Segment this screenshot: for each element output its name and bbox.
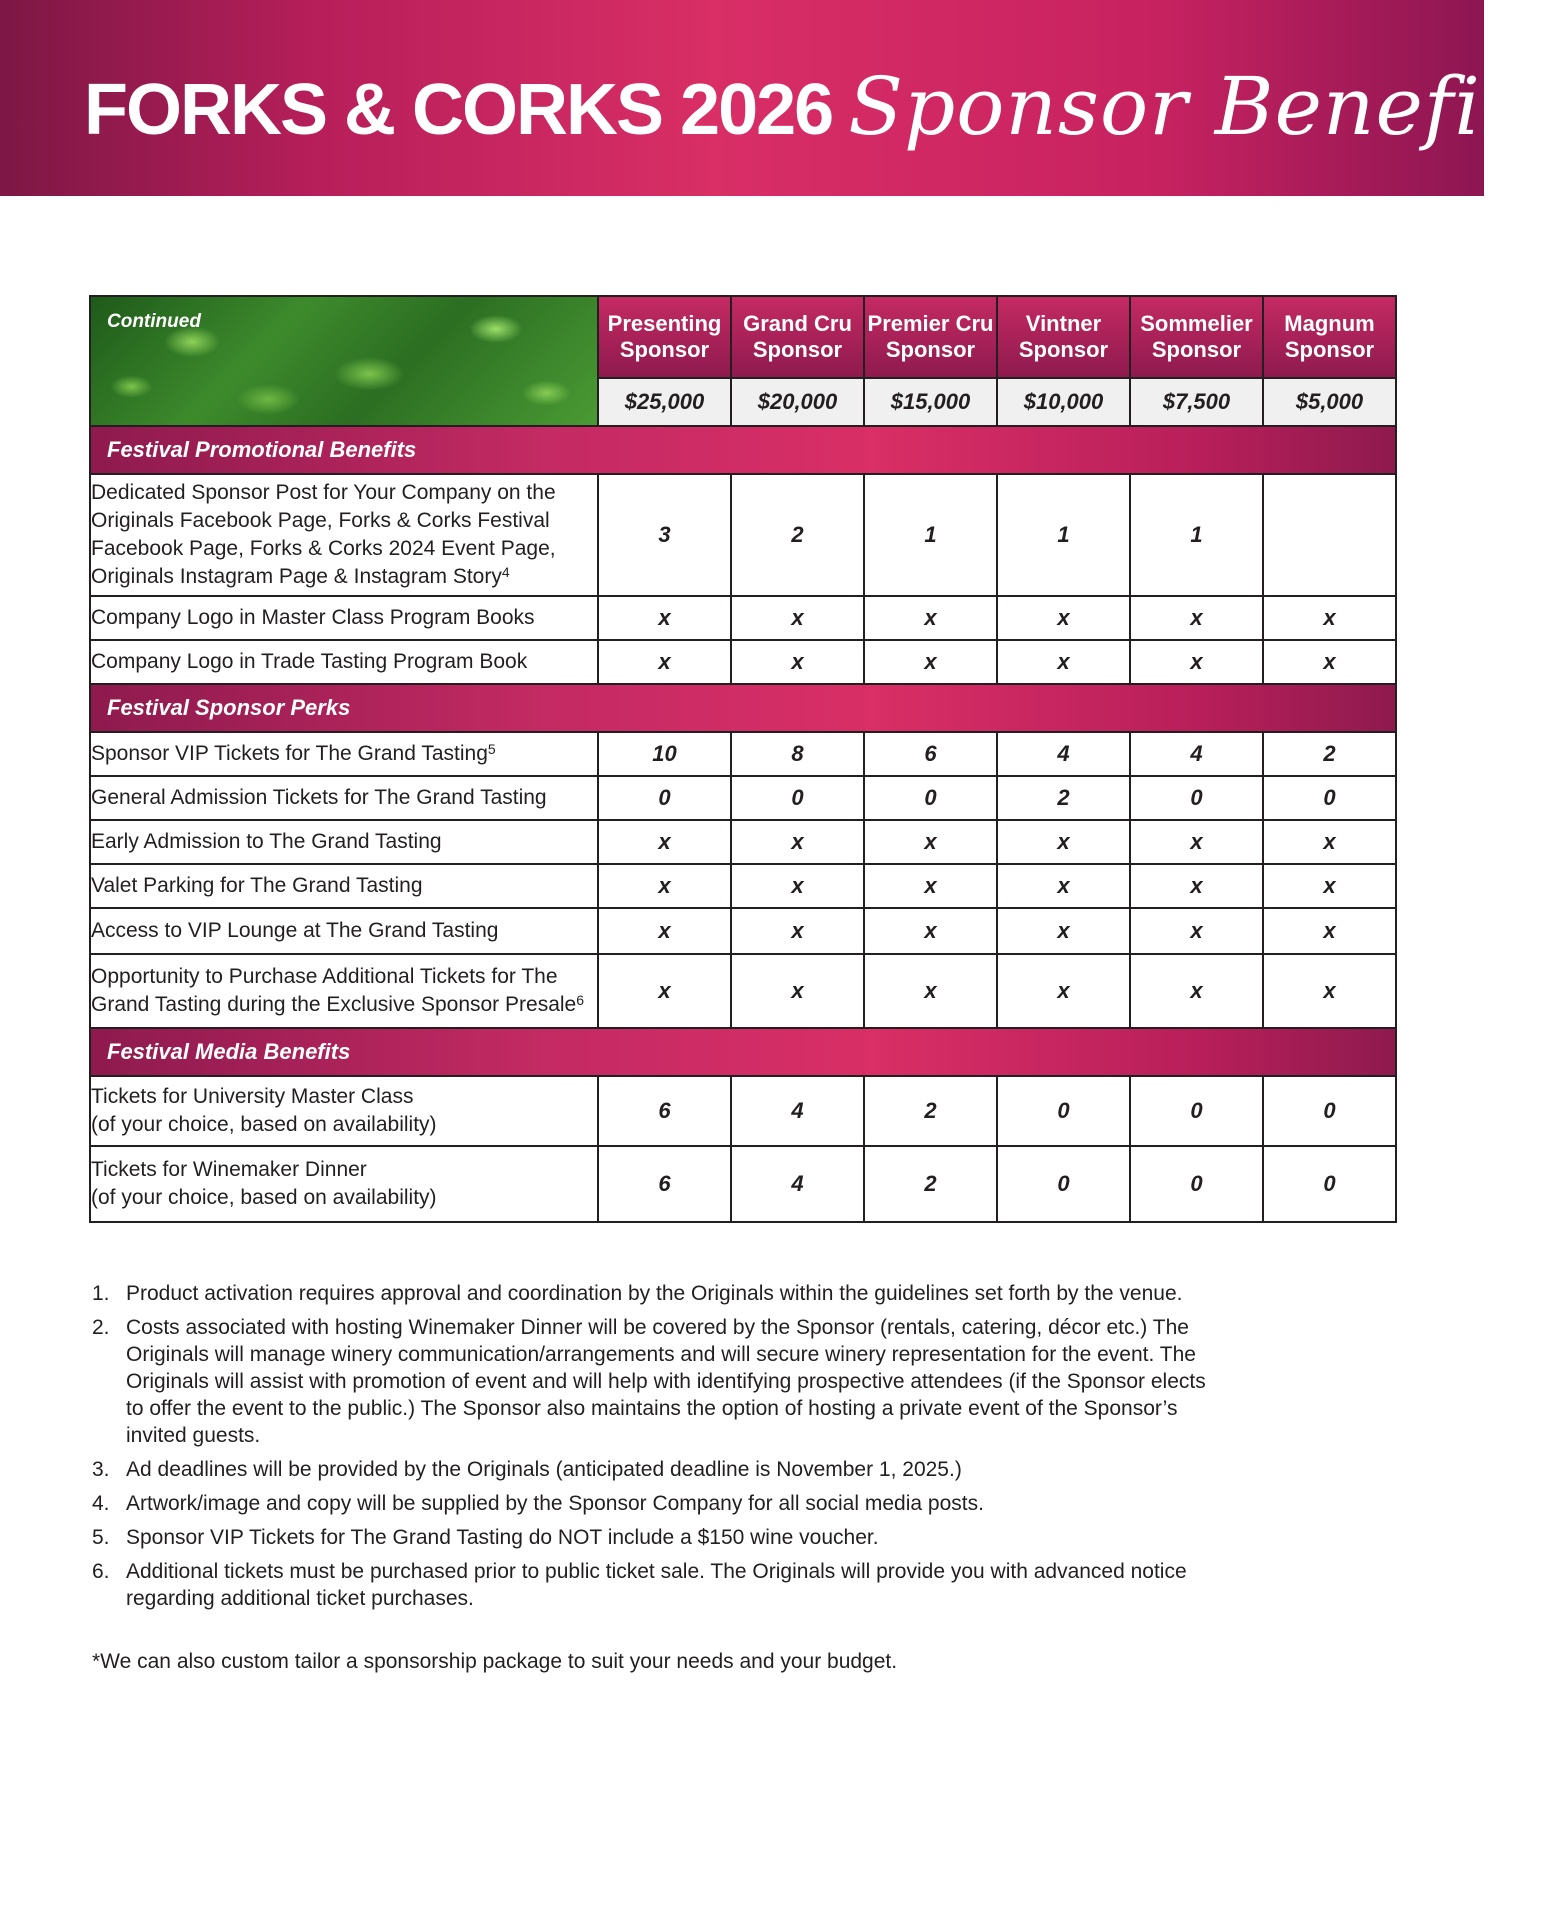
benefit-label: Company Logo in Master Class Program Books — [91, 606, 535, 629]
benefit-value: 2 — [997, 776, 1130, 820]
title-script: Sponsor Benefits — [848, 60, 1556, 153]
benefit-value: x — [598, 820, 731, 864]
benefit-value: x — [598, 864, 731, 908]
benefit-value: x — [864, 908, 997, 954]
benefit-value: x — [864, 820, 997, 864]
benefit-label-cell — [90, 732, 598, 776]
benefit-label-cell — [90, 596, 598, 640]
benefit-label-cell — [90, 474, 598, 596]
footnote-number: 1. — [92, 1282, 110, 1305]
benefit-value: x — [1263, 640, 1396, 684]
benefit-label-cell — [90, 1076, 598, 1146]
benefit-value: 10 — [598, 732, 731, 776]
benefit-value: x — [1263, 820, 1396, 864]
section-header-row — [90, 1028, 1396, 1076]
benefit-value: x — [864, 954, 997, 1028]
benefit-row — [90, 864, 1396, 908]
benefit-value: 0 — [1130, 1146, 1263, 1222]
benefit-value: x — [864, 640, 997, 684]
page-header — [0, 0, 1556, 196]
benefits-table — [89, 295, 1397, 1223]
benefit-label-cell — [90, 908, 598, 954]
benefit-value: x — [598, 640, 731, 684]
benefit-value: 0 — [1130, 776, 1263, 820]
benefit-value: 4 — [731, 1146, 864, 1222]
footnote-number: 5. — [92, 1526, 110, 1549]
benefit-value: 0 — [864, 776, 997, 820]
benefit-value: 6 — [598, 1076, 731, 1146]
benefit-row — [90, 596, 1396, 640]
benefit-value: 4 — [1130, 732, 1263, 776]
benefit-value: x — [1130, 908, 1263, 954]
benefit-label: Tickets for Winemaker Dinner — [91, 1158, 367, 1181]
footnote-text: Sponsor VIP Tickets for The Grand Tasting do NOT include a $150 wine voucher. — [126, 1526, 879, 1549]
benefit-value: 0 — [731, 776, 864, 820]
benefit-label: Tickets for University Master Class — [91, 1085, 414, 1108]
benefit-value — [1263, 474, 1396, 596]
benefit-value: x — [731, 954, 864, 1028]
benefit-label-cell — [90, 640, 598, 684]
tier-price: $25,000 — [598, 378, 731, 426]
footnote-item — [92, 1456, 1222, 1483]
benefit-value: 1 — [997, 474, 1130, 596]
section-title: Festival Media Benefits — [90, 1028, 1396, 1076]
footnote-text: Ad deadlines will be provided by the Originals (anticipated deadline is November 1, 2025.) — [126, 1458, 962, 1481]
table-body — [90, 426, 1396, 1222]
benefit-value: x — [731, 820, 864, 864]
benefit-value: 6 — [864, 732, 997, 776]
footnote-number: 6. — [92, 1560, 110, 1583]
benefit-row — [90, 640, 1396, 684]
benefit-label: Early Admission to The Grand Tasting — [91, 830, 442, 853]
benefit-value: 8 — [731, 732, 864, 776]
benefit-value: 0 — [1130, 1076, 1263, 1146]
benefit-row — [90, 1076, 1396, 1146]
benefit-value: x — [997, 954, 1130, 1028]
benefit-value: x — [598, 954, 731, 1028]
benefit-value: x — [864, 864, 997, 908]
tier-name: Presenting Sponsor — [598, 296, 731, 378]
benefit-value: x — [864, 596, 997, 640]
footnote-item — [92, 1490, 1222, 1517]
benefit-label: Access to VIP Lounge at The Grand Tasting — [91, 919, 499, 942]
footnote-number: 2. — [92, 1316, 110, 1339]
benefit-value: x — [598, 908, 731, 954]
benefit-value: x — [1263, 864, 1396, 908]
tier-name: Magnum Sponsor — [1263, 296, 1396, 378]
benefit-row — [90, 908, 1396, 954]
footnote-ref: 6 — [576, 992, 585, 1008]
benefit-label: Valet Parking for The Grand Tasting — [91, 874, 423, 897]
benefit-value: 4 — [997, 732, 1130, 776]
benefit-value: x — [1130, 864, 1263, 908]
benefit-label: (of your choice, based on availability) — [91, 1113, 437, 1136]
benefit-value: 0 — [997, 1146, 1130, 1222]
benefit-value: x — [731, 596, 864, 640]
benefit-label-cell — [90, 954, 598, 1028]
benefit-value: x — [1263, 596, 1396, 640]
benefit-value: 2 — [1263, 732, 1396, 776]
tier-price: $20,000 — [731, 378, 864, 426]
tier-name: Vintner Sponsor — [997, 296, 1130, 378]
tier-name: Grand Cru Sponsor — [731, 296, 864, 378]
benefit-value: x — [997, 640, 1130, 684]
benefit-label: Dedicated Sponsor Post for Your Company on the Originals Facebook Page, Forks & Corks Festival Facebook Page, Forks & Corks 2024 Event Page, Originals Instagram Page & Instagram Story — [91, 481, 556, 588]
benefit-value: x — [1263, 954, 1396, 1028]
benefit-value: 6 — [598, 1146, 731, 1222]
section-header-row — [90, 684, 1396, 732]
benefit-value: x — [1130, 954, 1263, 1028]
title-main: FORKS & CORKS 2026 — [84, 70, 833, 150]
benefit-value: 4 — [731, 1076, 864, 1146]
benefit-label-cell — [90, 1146, 598, 1222]
footnote-text: Artwork/image and copy will be supplied by the Sponsor Company for all social media posts. — [126, 1492, 984, 1515]
footnote-text: Additional tickets must be purchased prior to public ticket sale. The Originals will provide you with advanced notice regarding additional ticket purchases. — [126, 1560, 1187, 1610]
benefit-label: Company Logo in Trade Tasting Program Book — [91, 650, 528, 673]
benefit-value: x — [997, 864, 1130, 908]
benefit-value: x — [997, 908, 1130, 954]
benefit-value: x — [997, 596, 1130, 640]
benefit-value: x — [1130, 640, 1263, 684]
benefit-value: 0 — [1263, 1076, 1396, 1146]
tier-price: $5,000 — [1263, 378, 1396, 426]
benefit-value: x — [731, 908, 864, 954]
benefit-value: x — [731, 864, 864, 908]
benefit-value: x — [1130, 596, 1263, 640]
benefit-row — [90, 776, 1396, 820]
benefit-label: General Admission Tickets for The Grand Tasting — [91, 786, 547, 809]
custom-note: *We can also custom tailor a sponsorship package to suit your needs and your budget. — [92, 1650, 898, 1673]
benefit-value: 0 — [1263, 776, 1396, 820]
section-header-row — [90, 426, 1396, 474]
benefit-label-cell — [90, 864, 598, 908]
footnote-text: Product activation requires approval and coordination by the Originals within the guidelines set forth by the venue. — [126, 1282, 1183, 1305]
tier-price: $15,000 — [864, 378, 997, 426]
benefit-value: x — [731, 640, 864, 684]
benefit-row — [90, 1146, 1396, 1222]
tier-price: $10,000 — [997, 378, 1130, 426]
footnote-text: Costs associated with hosting Winemaker Dinner will be covered by the Sponsor (rentals, catering, décor etc.) The Originals will manage winery communication/arrangements and will secure winery representation for the event. The Originals will assist with promotion of event and will help with identifying prospective attendees (if the Sponsor elects to offer the event to the public.) The Sponsor also maintains the option of hosting a private event of the Sponsor’s invited guests. — [126, 1316, 1206, 1447]
benefit-value: 0 — [997, 1076, 1130, 1146]
benefit-row — [90, 954, 1396, 1028]
continued-label: Continued — [107, 311, 201, 332]
benefit-row — [90, 474, 1396, 596]
benefit-value: x — [1130, 820, 1263, 864]
tier-name-row — [90, 296, 1396, 378]
footnote-number: 4. — [92, 1492, 110, 1515]
footnote-item — [92, 1280, 1222, 1307]
footnotes-list — [92, 1280, 1222, 1619]
benefit-value: 2 — [864, 1076, 997, 1146]
footnote-number: 3. — [92, 1458, 110, 1481]
footnote-ref: 5 — [487, 741, 496, 757]
tier-name: Premier Cru Sponsor — [864, 296, 997, 378]
benefit-label: (of your choice, based on availability) — [91, 1186, 437, 1209]
footnote-item — [92, 1524, 1222, 1551]
footnote-item — [92, 1558, 1222, 1612]
benefit-label-cell — [90, 820, 598, 864]
benefit-value: x — [997, 820, 1130, 864]
benefit-label: Opportunity to Purchase Additional Tickets for The Grand Tasting during the Exclusive Sponsor Presale — [91, 965, 577, 1016]
benefit-value: 1 — [864, 474, 997, 596]
footnote-item — [92, 1314, 1222, 1449]
benefit-value: 1 — [1130, 474, 1263, 596]
benefit-value: x — [1263, 908, 1396, 954]
benefit-value: 0 — [598, 776, 731, 820]
benefit-label: Sponsor VIP Tickets for The Grand Tasting — [91, 742, 488, 765]
footnote-ref: 4 — [501, 564, 510, 580]
leaf-photo — [90, 296, 598, 426]
section-title: Festival Promotional Benefits — [90, 426, 1396, 474]
benefit-row — [90, 732, 1396, 776]
tier-price: $7,500 — [1130, 378, 1263, 426]
benefit-value: 2 — [731, 474, 864, 596]
benefit-value: x — [598, 596, 731, 640]
benefit-value: 3 — [598, 474, 731, 596]
section-title: Festival Sponsor Perks — [90, 684, 1396, 732]
benefit-row — [90, 820, 1396, 864]
tier-name: Sommelier Sponsor — [1130, 296, 1263, 378]
benefit-value: 0 — [1263, 1146, 1396, 1222]
page-title — [84, 60, 1556, 153]
benefit-label-cell — [90, 776, 598, 820]
benefit-value: 2 — [864, 1146, 997, 1222]
